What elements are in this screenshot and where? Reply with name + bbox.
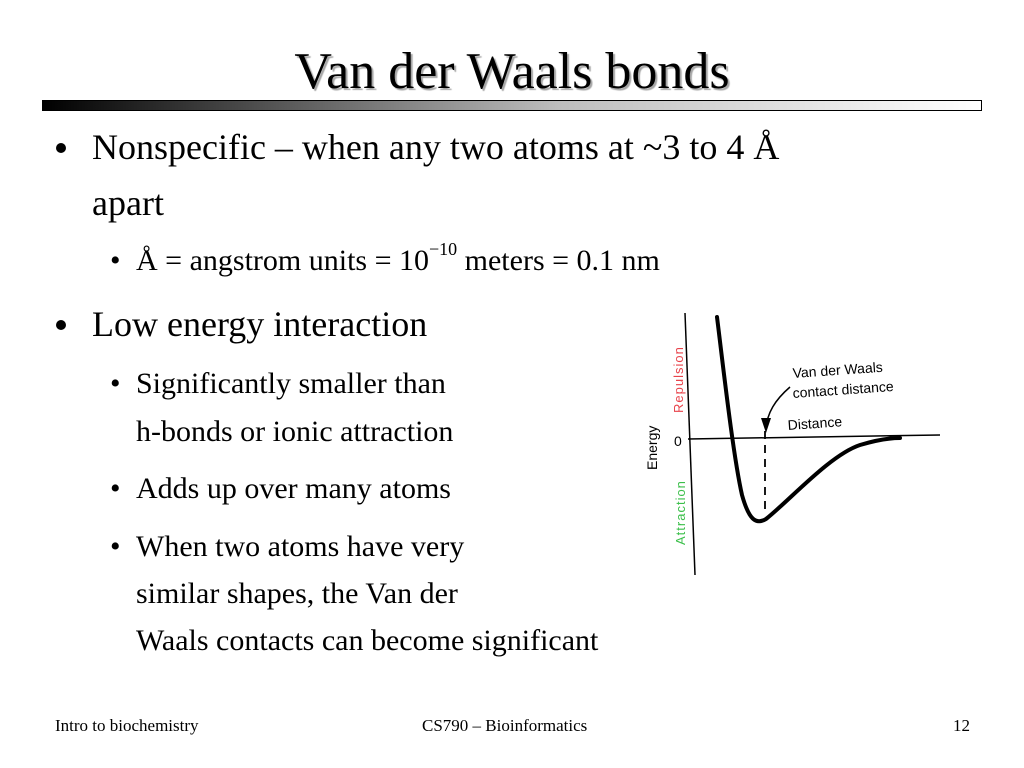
attraction-label: Attraction (673, 480, 688, 545)
slide-title: Van der Waals bonds (294, 43, 730, 100)
zero-tick-label: 0 (674, 433, 682, 449)
footer-page-number: 12 (953, 716, 970, 735)
bullet-text: Nonspecific – when any two atoms at ~3 to 4 Å (92, 127, 780, 167)
subbullet-text: similar shapes, the Van der (136, 577, 458, 610)
subbullet-text: When two atoms have very (136, 530, 465, 563)
exponent: −10 (429, 239, 458, 259)
bullet-text: Low energy interaction (92, 304, 428, 344)
bullet-dot (56, 143, 66, 153)
subbullet-text: Significantly smaller than (136, 367, 446, 400)
subbullet-text: Waals contacts can become significant (136, 624, 599, 657)
subbullet-text: Adds up over many atoms (136, 472, 451, 505)
annotation-line2: contact distance (792, 377, 895, 401)
bullet-text: apart (92, 183, 164, 223)
annotation-arrow (766, 387, 790, 429)
annotation-line1: Van der Waals (792, 358, 884, 381)
footer-course-name: CS790 – Bioinformatics (422, 716, 588, 735)
x-axis (688, 435, 940, 439)
subbullet-text: meters = 0.1 nm (457, 244, 660, 277)
subbullet-text: Å = angstrom units = 10 (136, 244, 429, 277)
subbullet-text: h-bonds or ionic attraction (136, 415, 454, 448)
title-divider (42, 100, 982, 111)
y-axis-label: Energy (644, 425, 660, 470)
vdw-energy-chart (630, 305, 970, 600)
repulsion-label: Repulsion (671, 346, 686, 413)
arrow-head-icon (761, 418, 771, 433)
footer-course-topic: Intro to biochemistry (55, 716, 199, 735)
x-axis-label: Distance (787, 413, 843, 433)
bullet-dot (56, 320, 66, 330)
